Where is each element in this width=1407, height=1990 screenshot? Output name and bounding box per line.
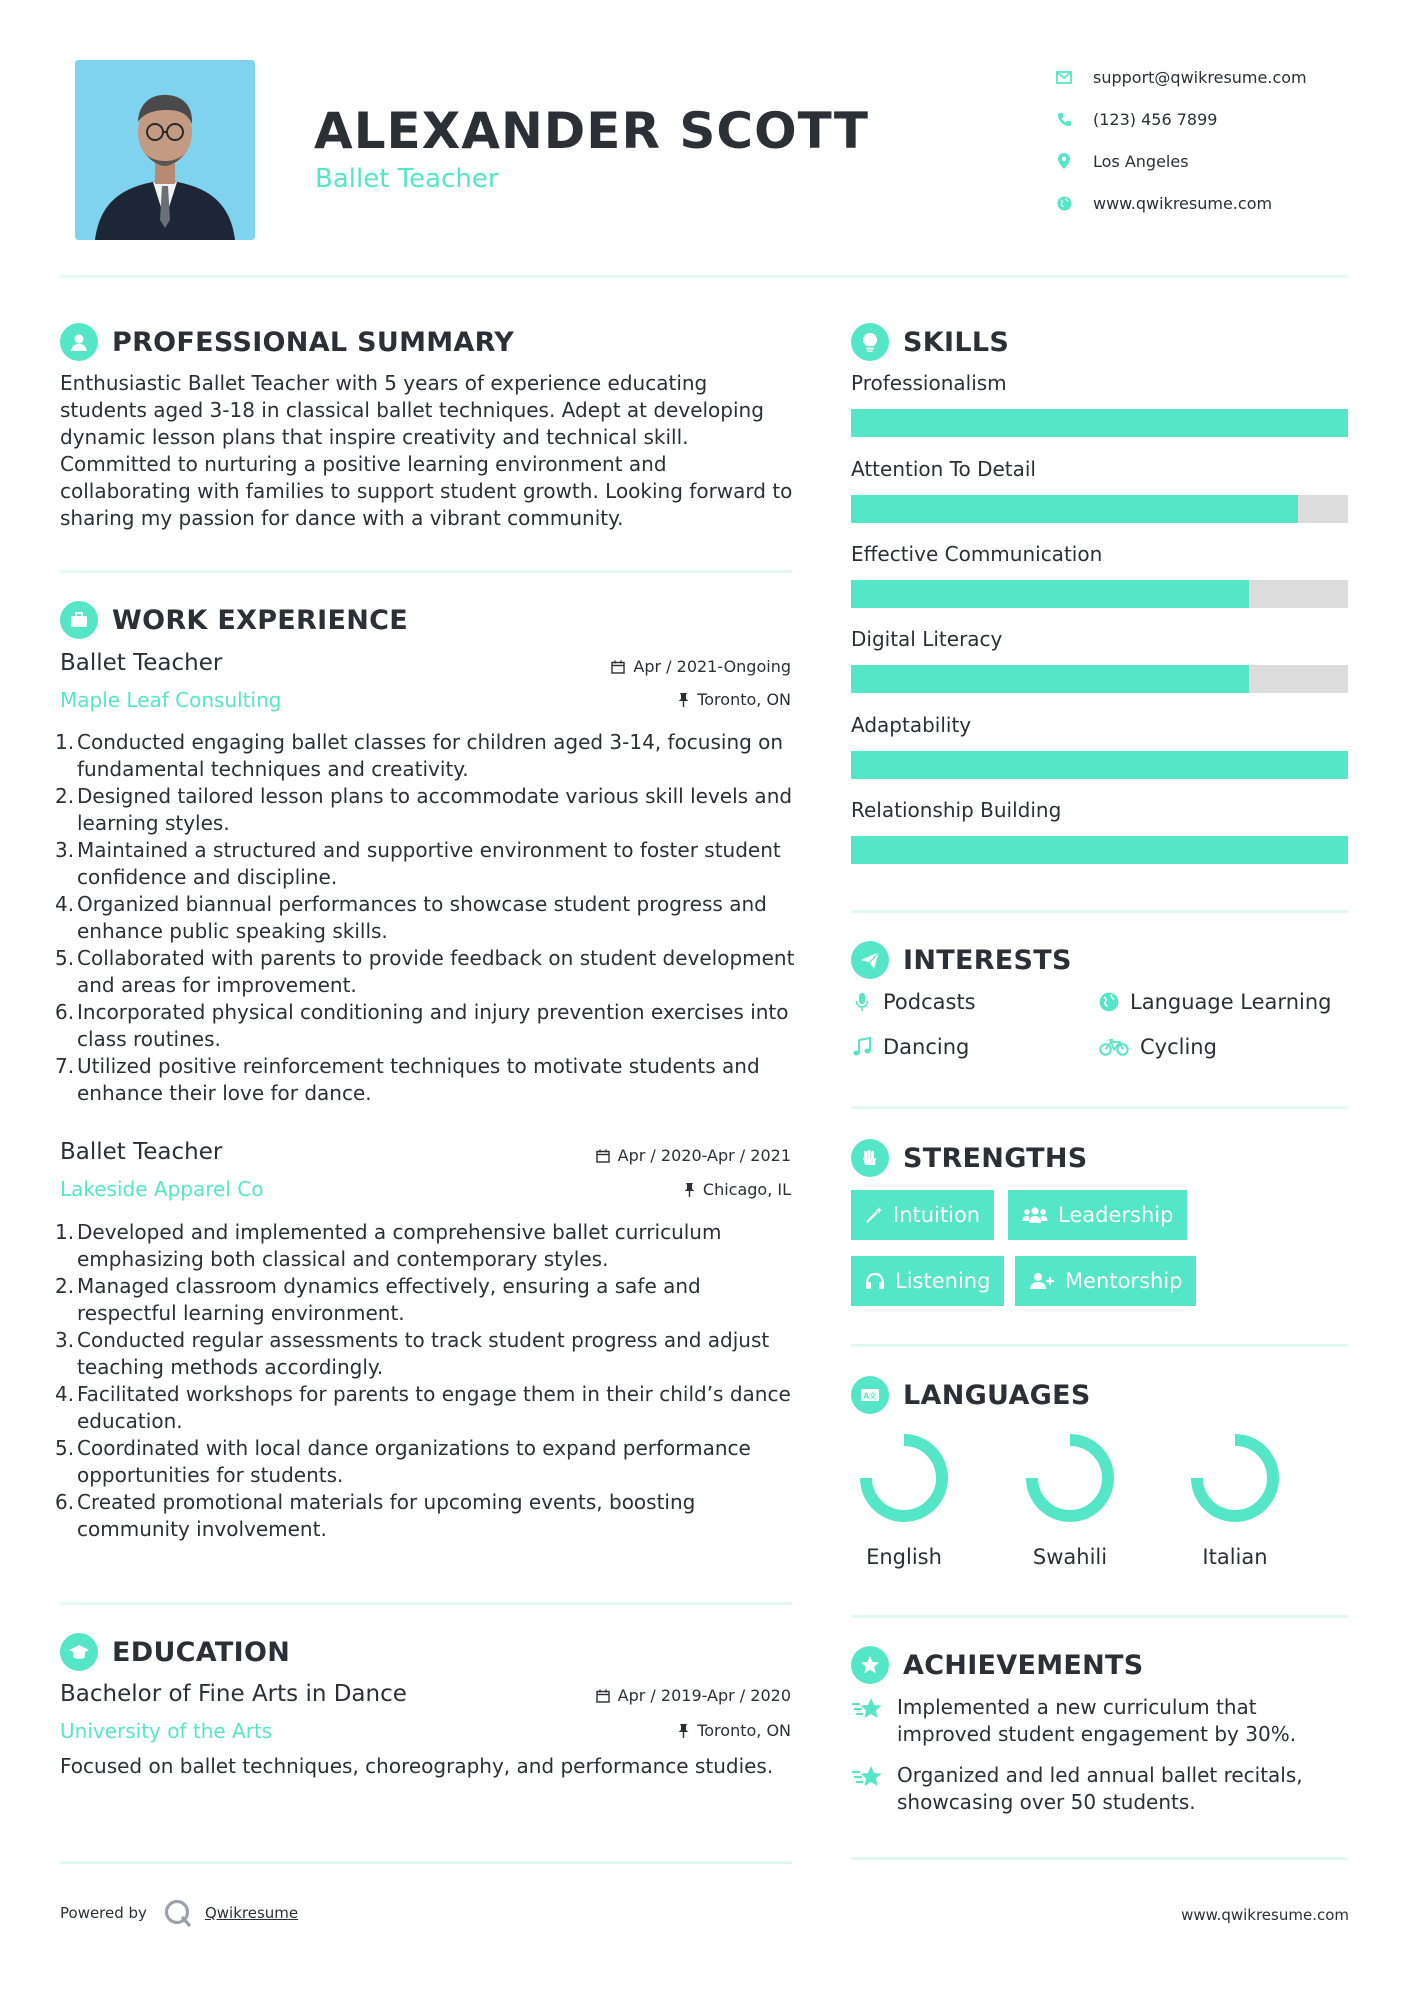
summary-heading: PROFESSIONAL SUMMARY [60, 323, 514, 361]
contact-phone[interactable] [1055, 98, 1375, 140]
skill-bar-relationship-building [851, 836, 1348, 864]
list-item: 2. Managed classroom dynamics effectively, ensuring a safe and respectful learning environment. [55, 1274, 701, 1325]
skill-label: Attention To Detail [851, 457, 1036, 481]
lightbulb-icon [851, 323, 889, 361]
strength-badge-leadership: Leadership [1008, 1190, 1187, 1240]
calendar-icon [596, 1689, 610, 1703]
list-item: 6. Created promotional materials for upcoming events, boosting community involvement. [55, 1490, 696, 1541]
skill-bar-attention-to-detail [851, 495, 1348, 523]
location-pin-icon [1055, 152, 1073, 170]
list-item: 5. Collaborated with parents to provide feedback on student development and areas for improvement. [55, 946, 795, 997]
languages-divider [851, 1615, 1348, 1618]
contact-website-text: www.qwikresume.com [1093, 193, 1273, 213]
paper-plane-icon [851, 941, 889, 979]
qwikresume-link[interactable]: Qwikresume [204, 1904, 299, 1922]
microphone-icon [851, 991, 873, 1013]
list-item: 1. Conducted engaging ballet classes for children aged 3-14, focusing on fundamental techniques and creativity. [55, 730, 784, 781]
interest-language-learning: Language Learning [1098, 990, 1331, 1014]
profile-photo-illustration [75, 60, 255, 240]
achievement-item: Organized and led annual ballet recitals, showcasing over 50 students. [851, 1762, 1351, 1816]
phone-icon [1055, 110, 1073, 128]
svg-text:A文: A文 [863, 1391, 877, 1401]
language-label: English [866, 1545, 942, 1569]
briefcase-icon [60, 601, 98, 639]
star-badge-icon [851, 1646, 889, 1684]
skill-bar-adaptability [851, 751, 1348, 779]
calendar-icon [596, 1149, 610, 1163]
footer-website-link[interactable]: www.qwikresume.com [1181, 1906, 1349, 1924]
header-divider [60, 275, 1348, 278]
headphones-icon [865, 1272, 885, 1290]
strength-badge-listening: Listening [851, 1256, 1004, 1306]
users-icon [1022, 1206, 1048, 1224]
language-ring-arc [1197, 1440, 1273, 1516]
skill-bar-fill [851, 495, 1298, 523]
list-item: 4. Facilitated workshops for parents to engage them in their child’s dance education. [55, 1382, 791, 1433]
job-title: Ballet Teacher [60, 1139, 223, 1165]
star-icon [851, 1762, 885, 1816]
fist-icon [851, 1139, 889, 1177]
contact-email[interactable] [1055, 56, 1375, 98]
contact-list [1055, 56, 1375, 224]
skills-divider [851, 910, 1348, 913]
achievement-item: Implemented a new curriculum that improved student engagement by 30%. [851, 1694, 1351, 1748]
email-icon [1055, 68, 1073, 86]
interests-divider [851, 1106, 1348, 1109]
skill-label: Relationship Building [851, 798, 1062, 822]
interest-dancing: Dancing [851, 1035, 969, 1059]
skill-bar-digital-literacy [851, 665, 1348, 693]
profile-photo [75, 60, 255, 240]
language-ring-english [858, 1432, 950, 1524]
job-location: Chicago, IL [684, 1180, 791, 1199]
strength-badge-mentorship: Mentorship [1015, 1256, 1196, 1306]
job-bullets [55, 729, 795, 1107]
skill-label: Professionalism [851, 371, 1007, 395]
school-name: University of the Arts [60, 1719, 273, 1743]
job-location: Toronto, ON [678, 690, 791, 709]
skill-bar-fill [851, 409, 1348, 437]
language-ring-swahili [1024, 1432, 1116, 1524]
language-label: Swahili [1032, 1545, 1108, 1569]
skill-bar-fill [851, 751, 1348, 779]
strengths-divider [851, 1344, 1348, 1347]
list-item: 5. Coordinated with local dance organizations to expand performance opportunities for students. [55, 1436, 751, 1487]
achievements-divider [851, 1857, 1348, 1860]
strength-badge-intuition: Intuition [851, 1190, 994, 1240]
contact-website[interactable] [1055, 182, 1375, 224]
interests-heading: INTERESTS [851, 941, 1072, 979]
candidate-name: ALEXANDER SCOTT [314, 102, 869, 160]
skill-label: Adaptability [851, 713, 972, 737]
education-location: Toronto, ON [678, 1721, 791, 1740]
pushpin-icon [684, 1183, 695, 1197]
skill-label: Digital Literacy [851, 627, 1003, 651]
language-ring-arc [866, 1440, 942, 1516]
education-divider [60, 1861, 792, 1864]
education-description: Focused on ballet techniques, choreography, and performance studies. [60, 1754, 774, 1778]
language-ring-italian [1189, 1432, 1281, 1524]
user-plus-icon [1029, 1272, 1055, 1290]
job-company: Lakeside Apparel Co [60, 1177, 264, 1201]
user-icon [60, 323, 98, 361]
job-date: Apr / 2020-Apr / 2021 [596, 1146, 791, 1165]
degree-title: Bachelor of Fine Arts in Dance [60, 1681, 407, 1707]
skills-heading: SKILLS [851, 323, 1009, 361]
list-item: 3. Maintained a structured and supportive environment to foster student confidence and discipline. [55, 838, 781, 889]
language-ring-arc [1032, 1440, 1108, 1516]
pushpin-icon [678, 1724, 689, 1738]
graduation-cap-icon [60, 1633, 98, 1671]
education-heading: EDUCATION [60, 1633, 290, 1671]
education-date: Apr / 2019-Apr / 2020 [596, 1686, 791, 1705]
skill-bar-professionalism [851, 409, 1348, 437]
list-item: 2. Designed tailored lesson plans to accommodate various skill levels and learning styles. [55, 784, 793, 835]
list-item: 6. Incorporated physical conditioning and injury prevention exercises into class routines. [55, 1000, 789, 1051]
contact-location [1055, 140, 1375, 182]
bicycle-icon [1098, 1036, 1130, 1058]
work-divider [60, 1602, 792, 1605]
language-card-icon [851, 1376, 889, 1414]
skill-bar-fill [851, 665, 1249, 693]
contact-email-text: support@qwikresume.com [1093, 67, 1307, 87]
job-bullets [55, 1219, 795, 1543]
qwikresume-logo-icon [163, 1898, 193, 1928]
skill-bar-effective-communication [851, 580, 1348, 608]
achievements-heading: ACHIEVEMENTS [851, 1646, 1144, 1684]
summary-text: Enthusiastic Ballet Teacher with 5 years of experience educating students aged 3-18 in classical ballet techniques. Adept at developing dynamic lesson plans that inspire creativity and technical skill. Committed to nurturing a positive learning environment and collaborating with families to support student growth. Looking forward to sharing my passion for dance with a vibrant community. [60, 371, 793, 530]
contact-phone-text: (123) 456 7899 [1093, 109, 1218, 129]
strengths-heading: STRENGTHS [851, 1139, 1088, 1177]
job-title: Ballet Teacher [60, 650, 223, 676]
magic-wand-icon [865, 1206, 883, 1224]
globe-icon [1055, 194, 1073, 212]
job-date: Apr / 2021-Ongoing [611, 657, 791, 676]
skill-bar-fill [851, 836, 1348, 864]
candidate-title: Ballet Teacher [315, 164, 499, 194]
interest-podcasts: Podcasts [851, 990, 976, 1014]
job-company: Maple Leaf Consulting [60, 688, 282, 712]
summary-divider [60, 570, 792, 573]
list-item: 7. Utilized positive reinforcement techniques to motivate students and enhance their love for dance. [55, 1054, 760, 1105]
list-item: 3. Conducted regular assessments to track student progress and adjust teaching methods accordingly. [55, 1328, 770, 1379]
list-item: 4. Organized biannual performances to showcase student progress and enhance public speaking skills. [55, 892, 767, 943]
list-item: 1. Developed and implemented a comprehensive ballet curriculum emphasizing both classical and contemporary styles. [55, 1220, 722, 1271]
languages-heading: A文 LANGUAGES [851, 1376, 1091, 1414]
skill-bar-fill [851, 580, 1249, 608]
contact-location-text: Los Angeles [1093, 151, 1189, 171]
language-label: Italian [1202, 1545, 1268, 1569]
pushpin-icon [678, 693, 689, 707]
skill-label: Effective Communication [851, 542, 1103, 566]
interest-cycling: Cycling [1098, 1035, 1217, 1059]
work-heading: WORK EXPERIENCE [60, 601, 408, 639]
music-note-icon [851, 1036, 873, 1058]
star-icon [851, 1694, 885, 1748]
calendar-icon [611, 660, 625, 674]
globe-icon [1098, 991, 1120, 1013]
powered-by: Powered by Qwikresume [60, 1898, 298, 1928]
